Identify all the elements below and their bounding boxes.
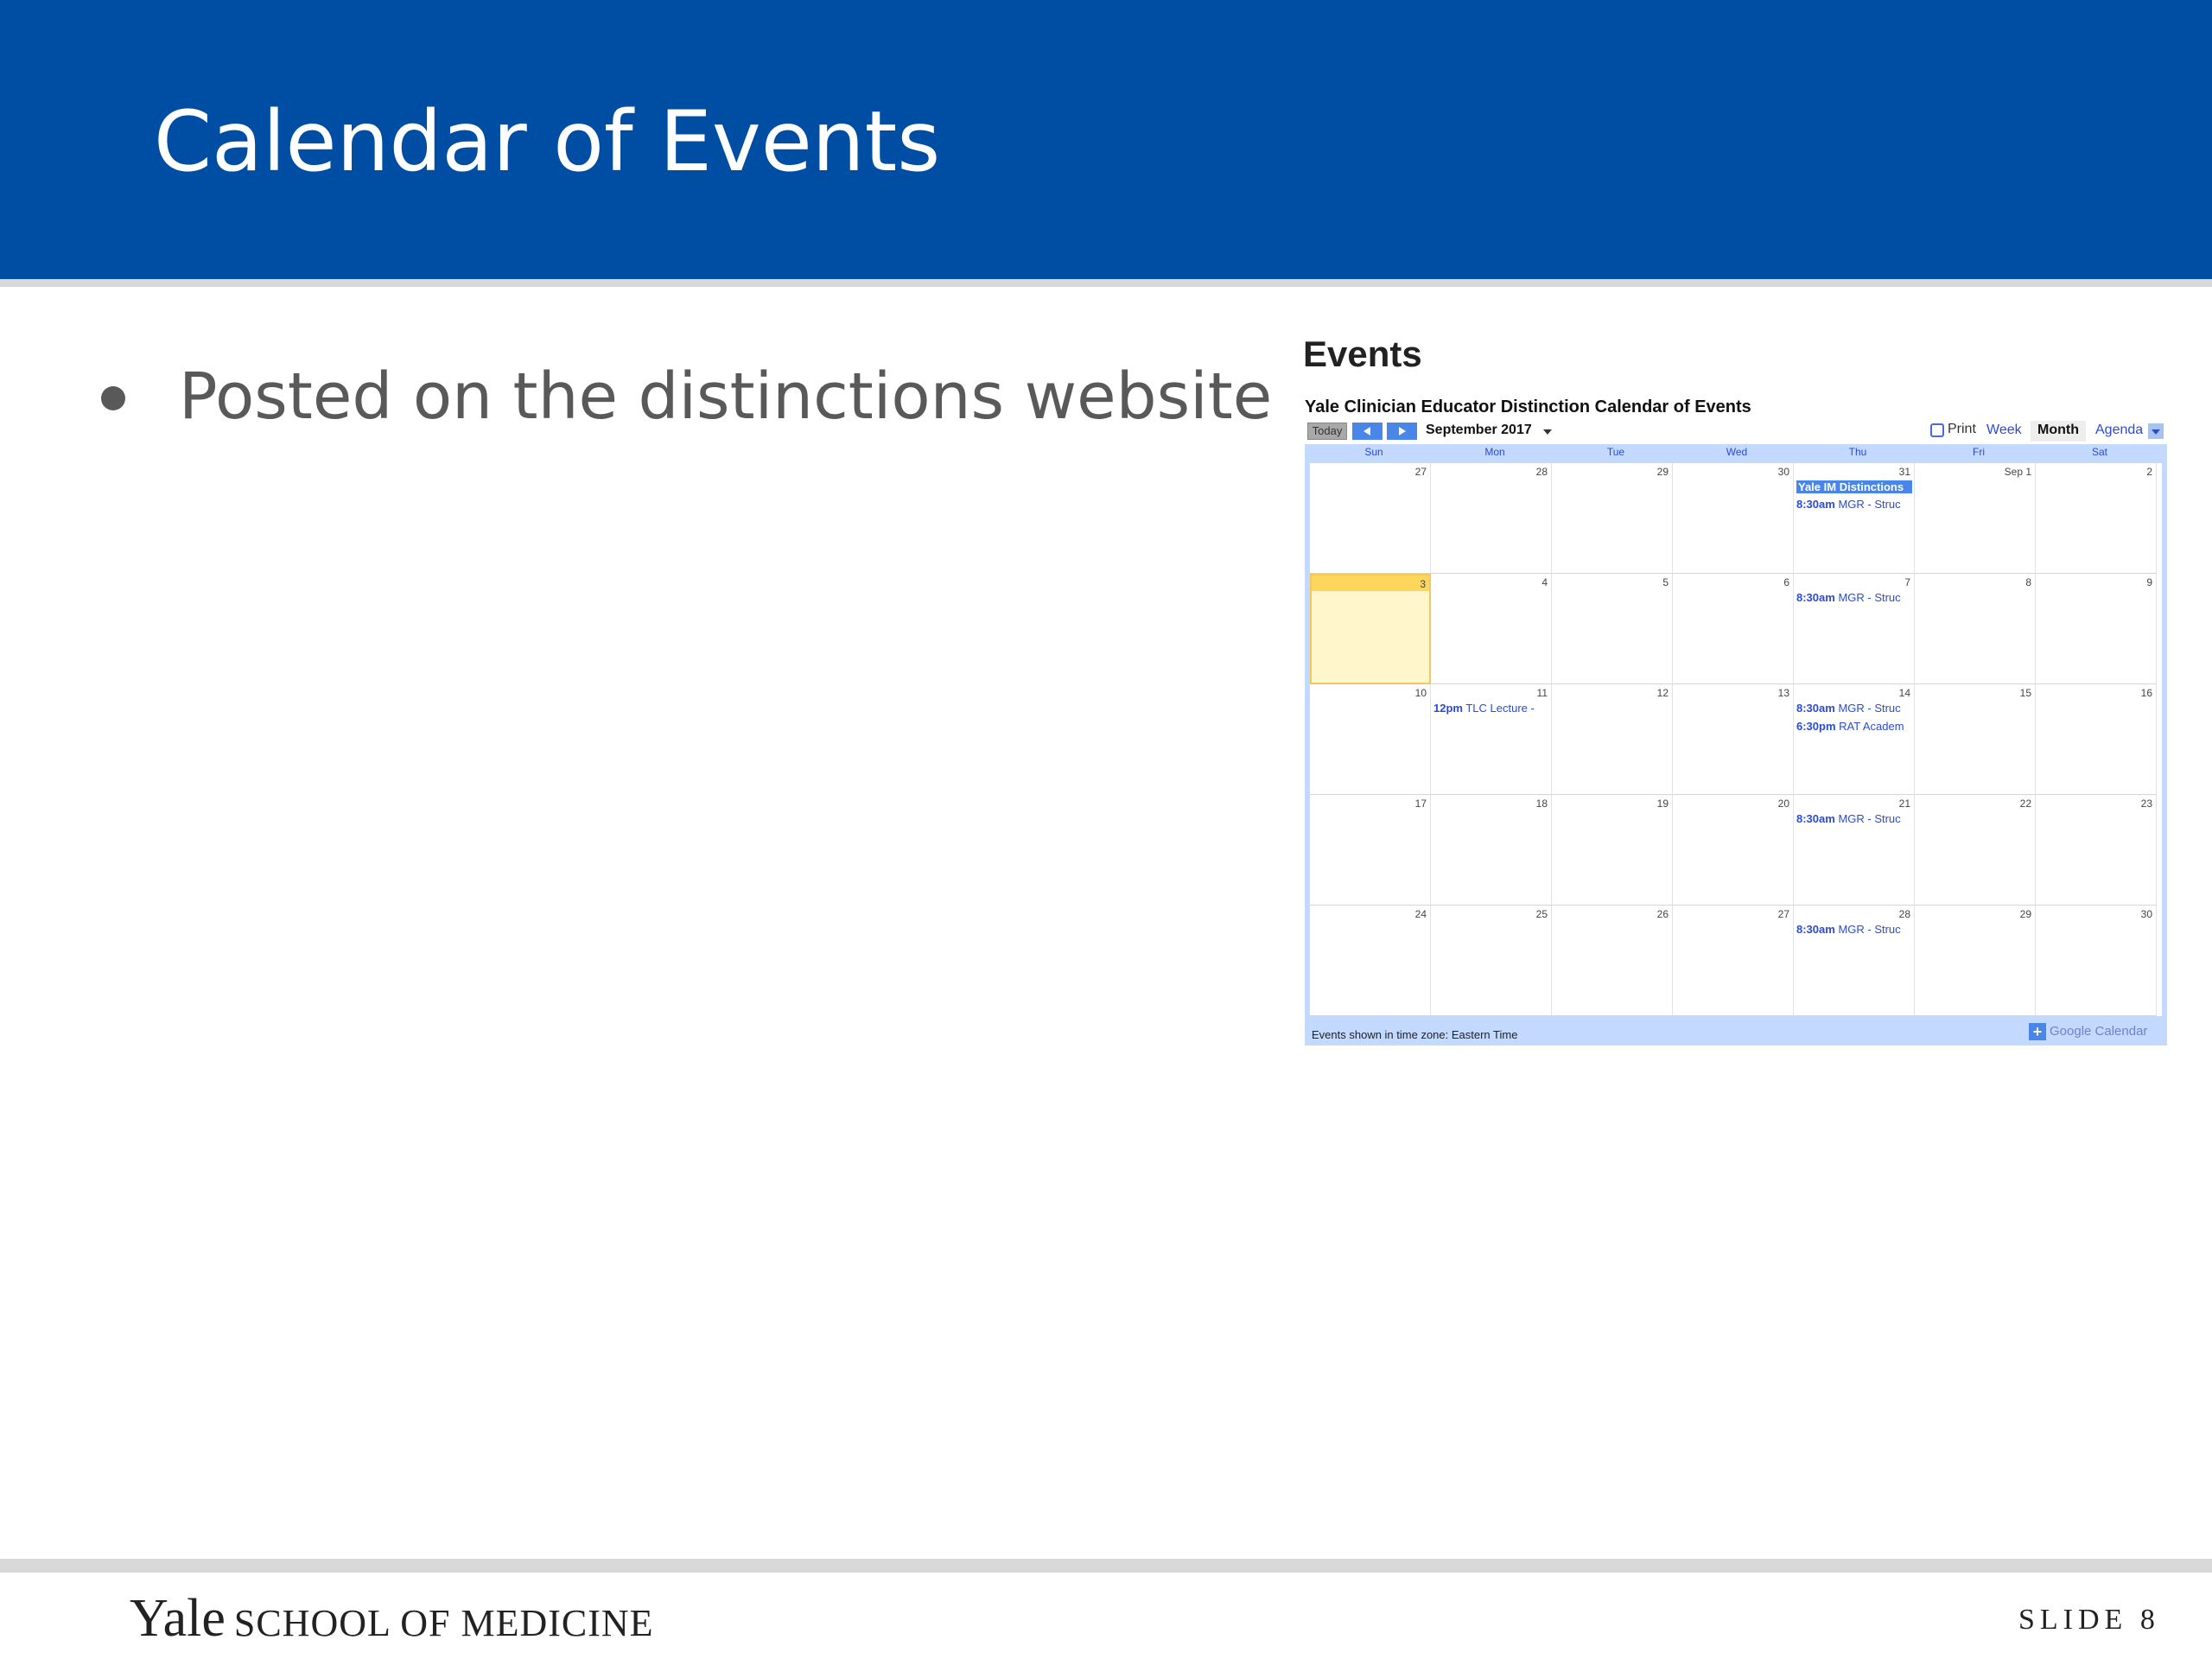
- day-cell[interactable]: [1310, 463, 1431, 574]
- day-number: Sep 1: [2004, 466, 2031, 478]
- event-title: MGR - Struc: [1838, 923, 1901, 936]
- prev-month-button[interactable]: [1352, 423, 1382, 440]
- day-cell[interactable]: [1552, 906, 1673, 1016]
- day-header-sat: Sat: [2091, 446, 2107, 458]
- day-number: 16: [2140, 687, 2152, 699]
- yale-school-of-medicine-logo: [130, 1588, 654, 1649]
- chevron-left-icon: [1363, 427, 1370, 435]
- day-number: 15: [2019, 687, 2031, 699]
- day-cell[interactable]: [1552, 684, 1673, 795]
- day-header-mon: Mon: [1484, 446, 1505, 458]
- day-number: 29: [2019, 908, 2031, 920]
- day-cell[interactable]: [1915, 906, 2036, 1016]
- event-title: MGR - Struc: [1838, 591, 1901, 604]
- event-item[interactable]: [1796, 812, 1912, 825]
- day-cell[interactable]: [1431, 463, 1552, 574]
- day-cell[interactable]: [2036, 684, 2157, 795]
- day-cell[interactable]: [1794, 795, 1915, 906]
- print-link[interactable]: Print: [1948, 422, 1976, 436]
- day-cell[interactable]: [1310, 795, 1431, 906]
- day-cell[interactable]: [1552, 795, 1673, 906]
- day-cell[interactable]: [1310, 906, 1431, 1016]
- chevron-down-icon[interactable]: [1543, 429, 1552, 435]
- event-item[interactable]: [1796, 720, 1912, 733]
- day-cell[interactable]: [1431, 906, 1552, 1016]
- day-header-fri: Fri: [1973, 446, 1985, 458]
- month-grid: [1310, 463, 2162, 1016]
- day-cell[interactable]: [2036, 906, 2157, 1016]
- day-cell-today[interactable]: [1310, 574, 1431, 684]
- day-number: 20: [1777, 798, 1789, 810]
- day-number: 30: [1777, 466, 1789, 478]
- day-cell[interactable]: [1552, 463, 1673, 574]
- today-button[interactable]: Today: [1307, 423, 1347, 440]
- day-cell[interactable]: [1794, 574, 1915, 684]
- day-cell[interactable]: [1794, 463, 1915, 574]
- day-number: 24: [1414, 908, 1427, 920]
- day-number: 19: [1656, 798, 1669, 810]
- events-heading: Events: [1303, 334, 1422, 374]
- event-time: 12pm: [1433, 702, 1463, 715]
- day-number: 7: [1904, 576, 1910, 588]
- day-header-row: [1313, 446, 2160, 461]
- day-cell[interactable]: [1673, 906, 1794, 1016]
- day-cell[interactable]: [2036, 574, 2157, 684]
- google-calendar-link[interactable]: Google Calendar: [2050, 1024, 2148, 1039]
- day-number: 25: [1535, 908, 1548, 920]
- event-title: MGR - Struc: [1838, 498, 1901, 511]
- event-title: RAT Academ: [1839, 720, 1904, 733]
- day-header-wed: Wed: [1726, 446, 1748, 458]
- day-number: 31: [1898, 466, 1910, 478]
- day-number: 26: [1656, 908, 1669, 920]
- day-number: 29: [1656, 466, 1669, 478]
- day-cell[interactable]: [1673, 795, 1794, 906]
- day-cell[interactable]: [1673, 574, 1794, 684]
- chevron-right-icon: [1399, 427, 1406, 435]
- event-item[interactable]: [1433, 702, 1549, 715]
- tab-week[interactable]: Week: [1986, 423, 2022, 437]
- calendar-title: Yale Clinician Educator Distinction Calendar of Events: [1305, 397, 1751, 416]
- slide-number: SLIDE 8: [2018, 1604, 2160, 1636]
- tab-agenda[interactable]: Agenda: [2095, 423, 2144, 437]
- day-number: 27: [1777, 908, 1789, 920]
- tab-month[interactable]: Month: [2031, 421, 2086, 442]
- event-time: 8:30am: [1796, 702, 1835, 715]
- day-cell[interactable]: [1915, 463, 2036, 574]
- event-item[interactable]: [1796, 591, 1912, 604]
- chevron-down-icon: [2152, 429, 2160, 435]
- event-item[interactable]: [1796, 702, 1912, 715]
- day-cell[interactable]: [1794, 684, 1915, 795]
- day-cell[interactable]: [1673, 463, 1794, 574]
- day-number: 30: [2140, 908, 2152, 920]
- day-cell[interactable]: [1794, 906, 1915, 1016]
- day-number: 21: [1898, 798, 1910, 810]
- day-cell[interactable]: [1431, 684, 1552, 795]
- day-number: 9: [2146, 576, 2152, 588]
- logo-yale: Yale: [130, 1589, 226, 1648]
- event-time: 8:30am: [1796, 812, 1835, 825]
- day-header-sun: Sun: [1364, 446, 1383, 458]
- footer-divider: [0, 1559, 2212, 1573]
- today-highlight: [1312, 575, 1429, 591]
- day-cell[interactable]: [2036, 463, 2157, 574]
- calendar-frame: [1305, 444, 2167, 1046]
- event-time: 8:30am: [1796, 591, 1835, 604]
- event-title: TLC Lecture -: [1465, 702, 1535, 715]
- day-cell[interactable]: [1310, 684, 1431, 795]
- day-number: 28: [1535, 466, 1548, 478]
- day-cell[interactable]: [1673, 684, 1794, 795]
- day-number: 13: [1777, 687, 1789, 699]
- calendar-toolbar: [1305, 421, 2167, 442]
- day-number: 14: [1898, 687, 1910, 699]
- event-title: MGR - Struc: [1838, 702, 1901, 715]
- add-calendar-icon[interactable]: +: [2029, 1023, 2046, 1040]
- next-month-button[interactable]: [1387, 423, 1417, 440]
- event-allday[interactable]: Yale IM Distinctions: [1796, 480, 1912, 493]
- day-number: 27: [1414, 466, 1427, 478]
- day-number: 2: [2146, 466, 2152, 478]
- day-number: 11: [1536, 687, 1548, 699]
- day-number: 6: [1783, 576, 1789, 588]
- day-number: 8: [2025, 576, 2031, 588]
- day-number: 17: [1414, 798, 1427, 810]
- event-time: 8:30am: [1796, 923, 1835, 936]
- day-cell[interactable]: [1552, 574, 1673, 684]
- header-divider: [0, 279, 2212, 287]
- day-number: 18: [1535, 798, 1548, 810]
- event-time: 6:30pm: [1796, 720, 1836, 733]
- print-icon[interactable]: [1930, 423, 1944, 437]
- day-number: 22: [2019, 798, 2031, 810]
- logo-school-of-medicine: SCHOOL OF MEDICINE: [233, 1602, 654, 1644]
- bullet-icon: [101, 386, 125, 410]
- day-number: 4: [1541, 576, 1548, 588]
- day-number: 5: [1662, 576, 1669, 588]
- day-header-thu: Thu: [1848, 446, 1867, 458]
- day-cell[interactable]: [1431, 574, 1552, 684]
- month-label[interactable]: September 2017: [1426, 423, 1532, 437]
- slide-title: Calendar of Events: [154, 93, 941, 190]
- day-cell[interactable]: [1915, 795, 2036, 906]
- day-cell[interactable]: [1431, 795, 1552, 906]
- timezone-note: Events shown in time zone: Eastern Time: [1312, 1028, 1518, 1041]
- bullet-text: Posted on the distinctions website: [179, 359, 1273, 434]
- day-number: 23: [2140, 798, 2152, 810]
- day-number: 10: [1414, 687, 1427, 699]
- day-header-tue: Tue: [1606, 446, 1625, 458]
- day-number: 12: [1656, 687, 1669, 699]
- event-item[interactable]: [1796, 923, 1912, 936]
- day-number: 28: [1898, 908, 1910, 920]
- event-item[interactable]: [1796, 498, 1912, 511]
- day-cell[interactable]: [1915, 574, 2036, 684]
- event-title: MGR - Struc: [1838, 812, 1901, 825]
- event-time: 8:30am: [1796, 498, 1835, 511]
- day-number: 3: [1420, 578, 1426, 590]
- day-cell[interactable]: [1915, 684, 2036, 795]
- day-cell[interactable]: [2036, 795, 2157, 906]
- views-dropdown-button[interactable]: [2148, 423, 2164, 439]
